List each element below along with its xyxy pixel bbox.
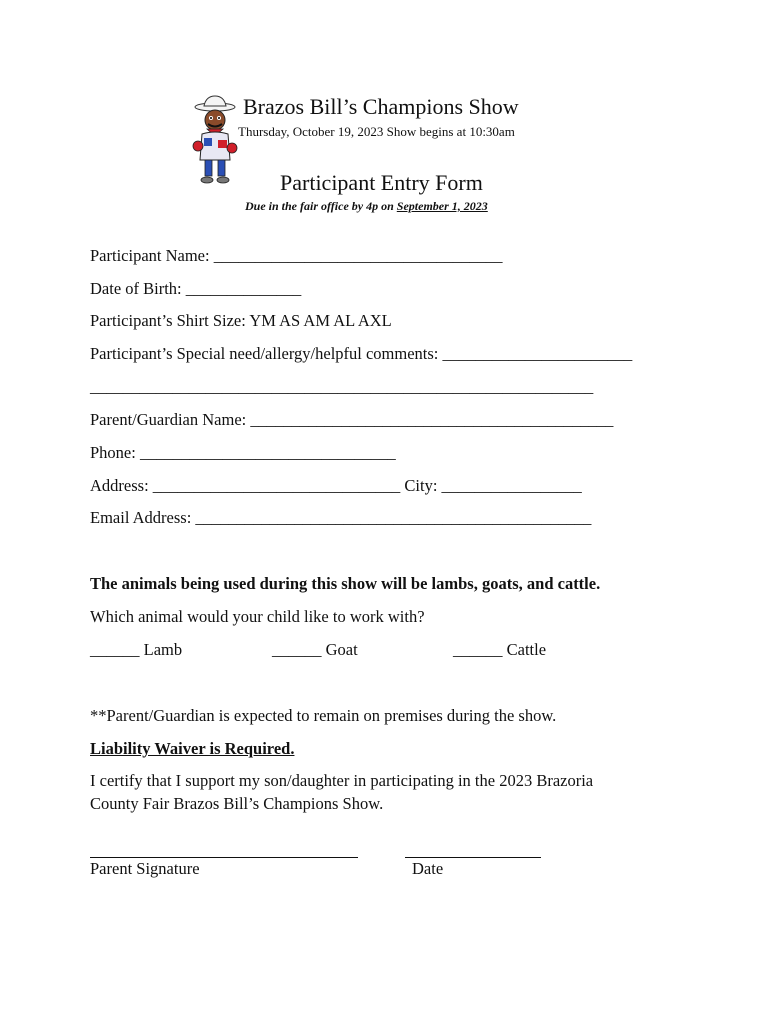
due-prefix: Due in the fair office by 4p on xyxy=(245,199,397,213)
special-needs-field[interactable]: Participant’s Special need/allergy/helpful comments: _______________________ xyxy=(90,344,633,363)
email-field[interactable]: Email Address: ________________________________________________ xyxy=(90,508,592,527)
parent-signature-line[interactable] xyxy=(90,857,358,858)
participant-name-field[interactable]: Participant Name: ___________________________________ xyxy=(90,246,503,265)
animal-option-goat[interactable]: ______ Goat xyxy=(272,640,358,659)
date-of-birth-field[interactable]: Date of Birth: ______________ xyxy=(90,279,302,298)
animal-option-cattle[interactable]: ______ Cattle xyxy=(453,640,547,659)
date-signature-line[interactable] xyxy=(405,857,541,858)
due-date: September 1, 2023 xyxy=(396,199,488,213)
animal-question: Which animal would your child like to work with? xyxy=(90,607,425,626)
certify-statement-line1: I certify that I support my son/daughter in participating in the 2023 Brazoria xyxy=(90,771,594,790)
show-title: Brazos Bill’s Champions Show xyxy=(243,94,519,119)
show-date-subtitle: Thursday, October 19, 2023 Show begins at 10:30am xyxy=(238,124,515,139)
form-title: Participant Entry Form xyxy=(280,170,483,195)
animals-statement: The animals being used during this show will be lambs, goats, and cattle. xyxy=(90,574,601,593)
due-date-notice xyxy=(245,199,488,214)
address-city-field[interactable]: Address: ______________________________ City: _________________ xyxy=(90,476,582,495)
waiver-heading: Liability Waiver is Required. xyxy=(90,739,295,758)
shirt-size-field[interactable]: Participant’s Shirt Size: YM AS AM AL AXL xyxy=(90,311,392,330)
guardian-name-field[interactable]: Parent/Guardian Name: ____________________________________________ xyxy=(90,410,614,429)
animal-option-lamb[interactable]: ______ Lamb xyxy=(90,640,183,659)
date-label: Date xyxy=(412,859,444,878)
certify-statement-line2: County Fair Brazos Bill’s Champions Show. xyxy=(90,794,384,813)
guardian-note: **Parent/Guardian is expected to remain on premises during the show. xyxy=(90,706,557,725)
phone-field[interactable]: Phone: _______________________________ xyxy=(90,443,396,462)
parent-signature-label: Parent Signature xyxy=(90,859,200,878)
cowboy-mascot-icon xyxy=(190,94,240,186)
special-needs-continuation[interactable]: _____________________________________________________________ xyxy=(90,377,594,396)
